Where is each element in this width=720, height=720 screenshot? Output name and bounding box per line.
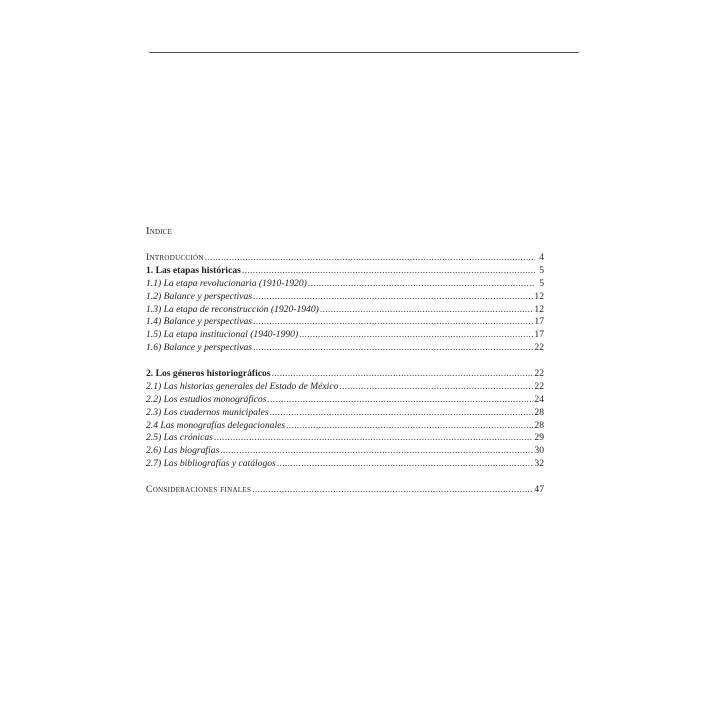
- toc-entry-page: 30: [534, 445, 544, 457]
- toc-entry-page: 24: [534, 393, 544, 405]
- toc-entry-title: 2. Los géneros historiográficos: [146, 368, 271, 380]
- toc-entry-page: 17: [534, 329, 544, 341]
- toc-entry-title: 1.5) La etapa institucional (1940-1990): [146, 329, 299, 341]
- toc-entry-title: 1.6) Balance y perspectivas: [146, 342, 253, 354]
- toc-entry-2-5[interactable]: [146, 432, 544, 445]
- toc-entry-title: 1.3) La etapa de reconstrucción (1920-1940): [146, 303, 319, 315]
- toc-entry-2-1[interactable]: [146, 381, 544, 394]
- dot-leader: [253, 291, 533, 304]
- dot-leader: [308, 278, 535, 291]
- dot-leader: [272, 368, 534, 381]
- table-of-contents: [146, 252, 544, 497]
- dot-leader: [242, 265, 535, 278]
- toc-entry-title: 1.4) Balance y perspectivas: [146, 316, 253, 328]
- toc-entry-page: 29: [534, 432, 544, 444]
- toc-entry-1-2[interactable]: [146, 291, 544, 304]
- dot-leader: [253, 316, 533, 329]
- toc-entry-title: 2.1) Las historias generales del Estado de México: [146, 380, 339, 392]
- section-spacer: [146, 471, 544, 484]
- toc-entry-title: 1.2) Balance y perspectivas: [146, 290, 253, 302]
- toc-entry-2-7[interactable]: [146, 458, 544, 471]
- toc-entry-1-1[interactable]: [146, 278, 544, 291]
- toc-entry-title: 2.5) Las crónicas: [146, 432, 213, 444]
- section-spacer: [146, 355, 544, 368]
- toc-entry-page: 32: [534, 458, 544, 470]
- toc-entry-1-6[interactable]: [146, 342, 544, 355]
- toc-entry-2-4[interactable]: [146, 420, 544, 433]
- toc-entry-page: 12: [534, 290, 544, 302]
- dot-leader: [277, 458, 534, 471]
- toc-entry-title: 2.4 Las monografías delegacionales: [146, 419, 286, 431]
- dot-leader: [253, 342, 533, 355]
- toc-entry-section-1[interactable]: [146, 265, 544, 278]
- toc-entry-page: 17: [534, 316, 544, 328]
- toc-entry-page: 4: [539, 252, 544, 263]
- toc-entry-2-2[interactable]: [146, 394, 544, 407]
- dot-leader: [270, 407, 534, 420]
- toc-entry-title: 2.7) Las bibliografías y catálogos: [146, 458, 276, 470]
- top-rule: [149, 52, 579, 53]
- toc-entry-title: 2.6) Las biografías: [146, 445, 220, 457]
- toc-entry-1-5[interactable]: [146, 329, 544, 342]
- toc-entry-page: 47: [534, 484, 544, 496]
- toc-entry-page: 5: [539, 277, 544, 289]
- dot-leader: [205, 252, 535, 265]
- dot-leader: [220, 445, 533, 458]
- toc-entry-title: Consideraciones finales: [146, 484, 252, 496]
- dot-leader: [214, 432, 534, 445]
- dot-leader: [267, 394, 533, 407]
- toc-entry-page: 5: [539, 264, 544, 276]
- toc-entry-title: 2.2) Los estudios monográficos: [146, 393, 267, 405]
- toc-entry-page: 22: [534, 368, 544, 380]
- toc-entry-title: 1. Las etapas históricas: [146, 264, 241, 276]
- toc-entry-1-4[interactable]: [146, 316, 544, 329]
- toc-entry-page: 28: [534, 419, 544, 431]
- toc-entry-2-6[interactable]: [146, 445, 544, 458]
- toc-entry-1-3[interactable]: [146, 304, 544, 317]
- dot-leader: [286, 420, 533, 433]
- dot-leader: [339, 381, 533, 394]
- dot-leader: [320, 304, 534, 317]
- dot-leader: [299, 329, 533, 342]
- toc-entry-introduccion[interactable]: [146, 252, 544, 265]
- toc-entry-title: 2.3) Los cuadernos municipales: [146, 406, 269, 418]
- toc-entry-page: 12: [534, 303, 544, 315]
- toc-heading: Indice: [146, 226, 173, 237]
- toc-entry-page: 22: [534, 342, 544, 354]
- toc-entry-title: 1.1) La etapa revolucionaria (1910-1920): [146, 277, 307, 289]
- toc-entry-page: 28: [534, 406, 544, 418]
- toc-entry-consideraciones-finales[interactable]: [146, 484, 544, 497]
- toc-entry-page: 22: [534, 380, 544, 392]
- dot-leader: [252, 484, 533, 497]
- toc-entry-2-3[interactable]: [146, 407, 544, 420]
- toc-entry-section-2[interactable]: [146, 368, 544, 381]
- toc-entry-title: Introducción: [146, 252, 204, 263]
